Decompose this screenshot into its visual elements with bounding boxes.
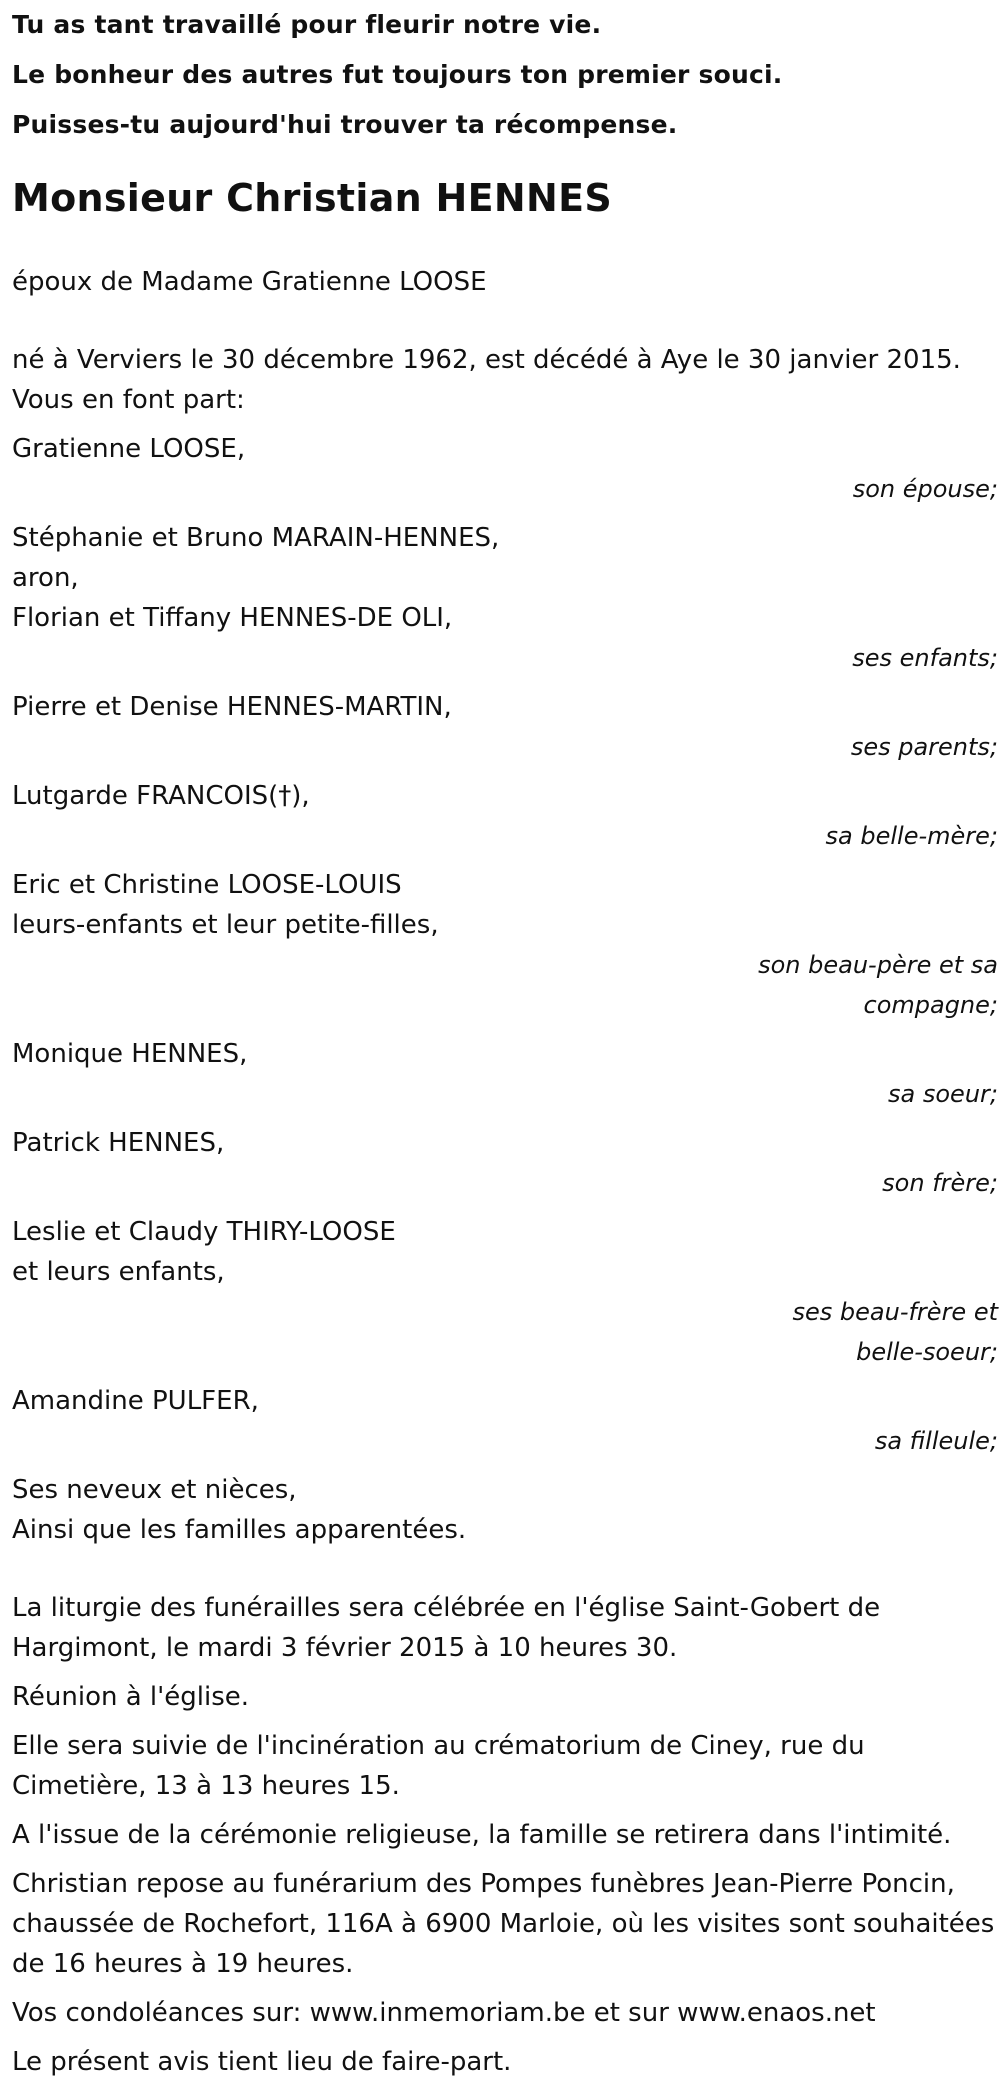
family-entry [12, 429, 998, 509]
funeral-paragraph: Réunion à l'église. [12, 1682, 250, 1712]
closing-line: Ainsi que les familles apparentées. [12, 1515, 467, 1545]
family-relation: sa soeur; [888, 1080, 998, 1108]
family-names: leurs-enfants et leur petite-filles, [12, 910, 439, 940]
announce-line: Vous en font part: [12, 385, 245, 415]
family-names: Monique HENNES, [12, 1039, 248, 1069]
poem-line: Tu as tant travaillé pour fleurir notre vie. [12, 10, 602, 39]
funeral-paragraph: Elle sera suivie de l'incinération au crématorium de Ciney, rue du Cimetière, 13 à 13 heures 15. [12, 1731, 865, 1801]
spouse-line: époux de Madame Gratienne LOOSE [12, 267, 487, 297]
family-names: Amandine PULFER, [12, 1386, 259, 1416]
family-entry [12, 776, 998, 856]
family-names: Stéphanie et Bruno MARAIN-HENNES, [12, 523, 500, 553]
family-entry [12, 1381, 998, 1461]
family-relation [12, 1292, 998, 1372]
family-relation [12, 945, 998, 1025]
family-names: Patrick HENNES, [12, 1128, 225, 1158]
family-relation: ses parents; [850, 733, 998, 761]
funeral-details [12, 1588, 998, 2082]
family-entry [12, 1123, 998, 1203]
family-names: et leurs enfants, [12, 1257, 225, 1287]
birth-death-line: né à Verviers le 30 décembre 1962, est décédé à Aye le 30 janvier 2015. [12, 345, 961, 375]
condolences-line: Vos condoléances sur: www.inmemoriam.be et sur www.enaos.net [12, 1998, 876, 2028]
poem-line: Le bonheur des autres fut toujours ton premier souci. [12, 60, 783, 89]
family-entry [12, 518, 998, 678]
family-list [12, 429, 998, 1461]
poem-line: Puisses-tu aujourd'hui trouver ta récompense. [12, 110, 678, 139]
family-entry [12, 865, 998, 1025]
closing-line: Ses neveux et nièces, [12, 1475, 297, 1505]
family-names: Pierre et Denise HENNES-MARTIN, [12, 692, 452, 722]
family-entry [12, 687, 998, 767]
notice-line: Le présent avis tient lieu de faire-part. [12, 2047, 512, 2077]
family-relation: son frère; [882, 1169, 998, 1197]
family-relation-text: son beau-père et sa compagne; [758, 951, 998, 1019]
closing-lines [12, 1470, 998, 1550]
family-entry [12, 1034, 998, 1114]
family-relation: sa belle-mère; [825, 822, 998, 850]
family-names: Florian et Tiffany HENNES-DE OLI, [12, 603, 453, 633]
poem [12, 8, 998, 142]
obituary-content [12, 8, 998, 2082]
obituary-page [0, 8, 1000, 2077]
family-relation-text: ses beau-frère et belle-soeur; [792, 1298, 998, 1366]
family-relation: sa filleule; [874, 1427, 998, 1455]
funeral-paragraph: A l'issue de la cérémonie religieuse, la famille se retirera dans l'intimité. [12, 1820, 952, 1850]
family-entry [12, 1212, 998, 1372]
funeral-paragraph: Christian repose au funérarium des Pompes funèbres Jean-Pierre Poncin, chaussée de Rochefort, 116A à 6900 Marloie, où les visites sont souhaitées de 16 heures à 19 heures. [12, 1869, 995, 1979]
funeral-paragraph: La liturgie des funérailles sera célébrée en l'église Saint-Gobert de Hargimont, le mardi 3 février 2015 à 10 heures 30. [12, 1593, 881, 1663]
family-relation: ses enfants; [852, 644, 998, 672]
family-relation: son épouse; [852, 475, 998, 503]
family-names: Leslie et Claudy THIRY-LOOSE [12, 1217, 396, 1247]
family-names: Eric et Christine LOOSE-LOUIS [12, 870, 402, 900]
family-names: aron, [12, 563, 79, 593]
deceased-name: Monsieur Christian HENNES [12, 176, 613, 220]
family-names: Lutgarde FRANCOIS(†), [12, 781, 310, 811]
family-names: Gratienne LOOSE, [12, 434, 246, 464]
